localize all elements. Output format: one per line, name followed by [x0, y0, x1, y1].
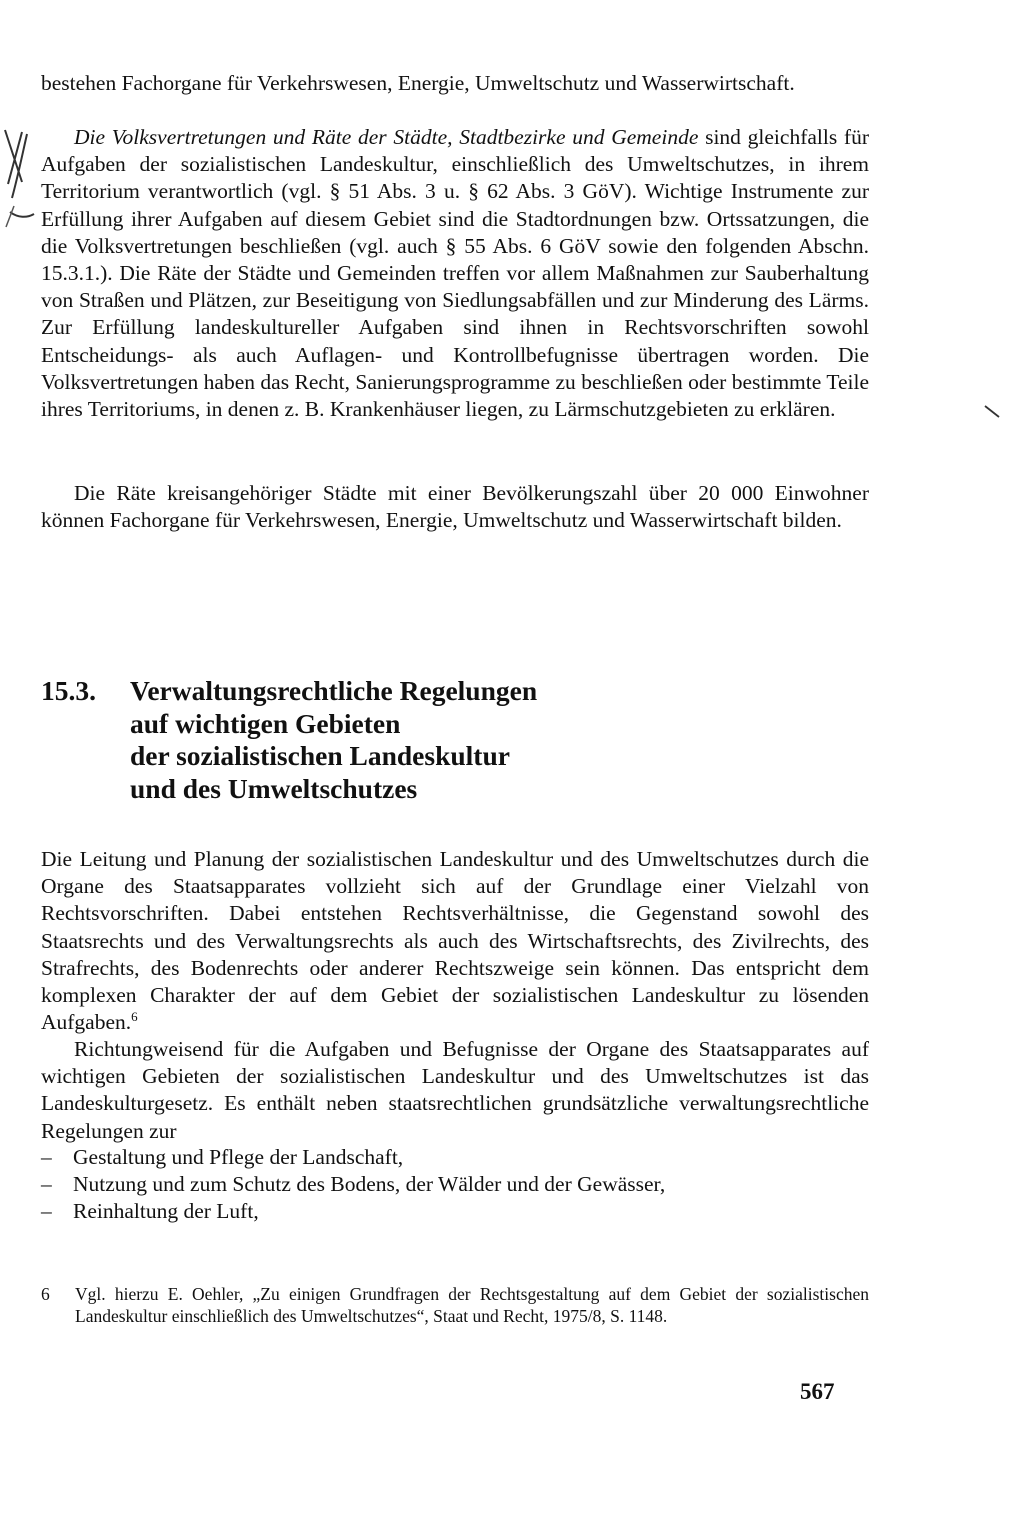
regulation-list [41, 1144, 869, 1226]
pencil-tick-mark [983, 402, 1001, 420]
list-item-text: Gestaltung und Pflege der Landschaft, [73, 1145, 404, 1169]
list-item-text: Nutzung und zum Schutz des Bodens, der Wälder und der Gewässer, [73, 1172, 666, 1197]
paragraph-body-text: Die Leitung und Planung der sozialistischen Landeskultur und des Umweltschutzes durch die Organe des Staatsapparates vollzieht sich auf der Grundlage einer Vielzahl von Rechtsvorschriften. Dabei entstehen Rechtsverhältnisse, die Gegenstand sowohl des Staatsrechts und des Verwaltungsrechts als auch des Wirtschaftsrechts, des Zivilrechts, des Strafrechts, des Bodenrechts oder anderer Rechtszweige sein können. Das entspricht dem komplexen Charakter der auf dem Gebiet der sozialistischen Landeskultur zu lösenden Aufgaben. [41, 847, 869, 1035]
continued-paragraph: bestehen Fachorgane für Verkehrswesen, Energie, Umweltschutz und Wasserwirtschaft. [41, 71, 795, 95]
paragraph-body-text: sind gleichfalls für Aufgaben der sozialistischen Landeskultur, einschließlich des Umweltschutzes, in ihrem Territorium verantwortlich (vgl. § 51 Abs. 3 u. § 62 Abs. 3 GöV). Wichtige Instrumente zur Erfüllung ihrer Aufgaben auf diesem Gebiet sind die Stadtordnungen bzw. Ortssatzungen, die die Volksvertretungen beschließen (vgl. auch § 55 Abs. 6 GöV sowie den folgenden Abschn. 15.3.1.). Die Räte der Städte und Gemeinden treffen vor allem Maßnahmen zur Sauberhaltung von Straßen und Plätzen, zur Beseitigung von Siedlungsabfällen und zur Minderung des Lärms. Zur Erfüllung landeskultureller Aufgaben sind ihnen in Rechtsvorschriften sowohl Entscheidungs- als auch Auflagen- und Kontrollbefugnisse übertragen worden. Die Volksvertretungen haben das Recht, Sanierungsprogramme zu beschließen oder bestimmte Teile ihres Territoriums, in denen z. B. Krankenhäuser liegen, zu Lärmschutzgebieten zu erklären. [41, 125, 869, 422]
paragraph-district-towns: Die Räte kreisangehöriger Städte mit einer Bevölkerungszahl über 20 000 Einwohner können Fachorgane für Verkehrswesen, Energie, Umweltschutz und Wasserwirtschaft bilden. [41, 481, 869, 533]
paragraph-legal-basis [41, 846, 869, 1036]
footnote [41, 1283, 869, 1328]
list-dash: – [41, 1172, 52, 1197]
page-number: 567 [800, 1379, 835, 1404]
list-item [41, 1198, 869, 1225]
paragraph-landeskulturgesetz: Richtungweisend für die Aufgaben und Befugnisse der Organe des Staatsapparates auf wichtigen Gebieten der sozialistischen Landeskultur und des Umweltschutzes ist das Landeskulturgesetz. Es enthält neben staatsrechtlichen grundsätzliche verwaltungsrechtliche Regelungen zur [41, 1037, 869, 1143]
paragraph-local-councils [41, 124, 869, 423]
list-dash: – [41, 1199, 52, 1224]
footnote-number: 6 [41, 1284, 50, 1304]
list-item-text: Reinhaltung der Luft, [73, 1199, 259, 1224]
italic-lead-text: Die Volksvertretungen und Räte der Städte, Stadtbezirke und Gemeinde [74, 125, 699, 149]
list-item [41, 1144, 869, 1171]
section-title: Verwaltungsrechtliche Regelungen auf wichtigen Gebieten der sozialistischen Landeskultur und des Umweltschutzes [130, 675, 538, 804]
footnote-reference: 6 [131, 1009, 138, 1025]
list-dash: – [41, 1145, 52, 1169]
footnote-text: Vgl. hierzu E. Oehler, „Zu einigen Grundfragen der Rechtsgestaltung auf dem Gebiet der sozialistischen Landeskultur einschließlich des Umweltschutzes“, Staat und Recht, 1975/8, S. 1148. [75, 1284, 869, 1327]
handwritten-margin-mark [0, 126, 40, 231]
list-item [41, 1171, 869, 1198]
section-number: 15.3. [41, 675, 96, 706]
